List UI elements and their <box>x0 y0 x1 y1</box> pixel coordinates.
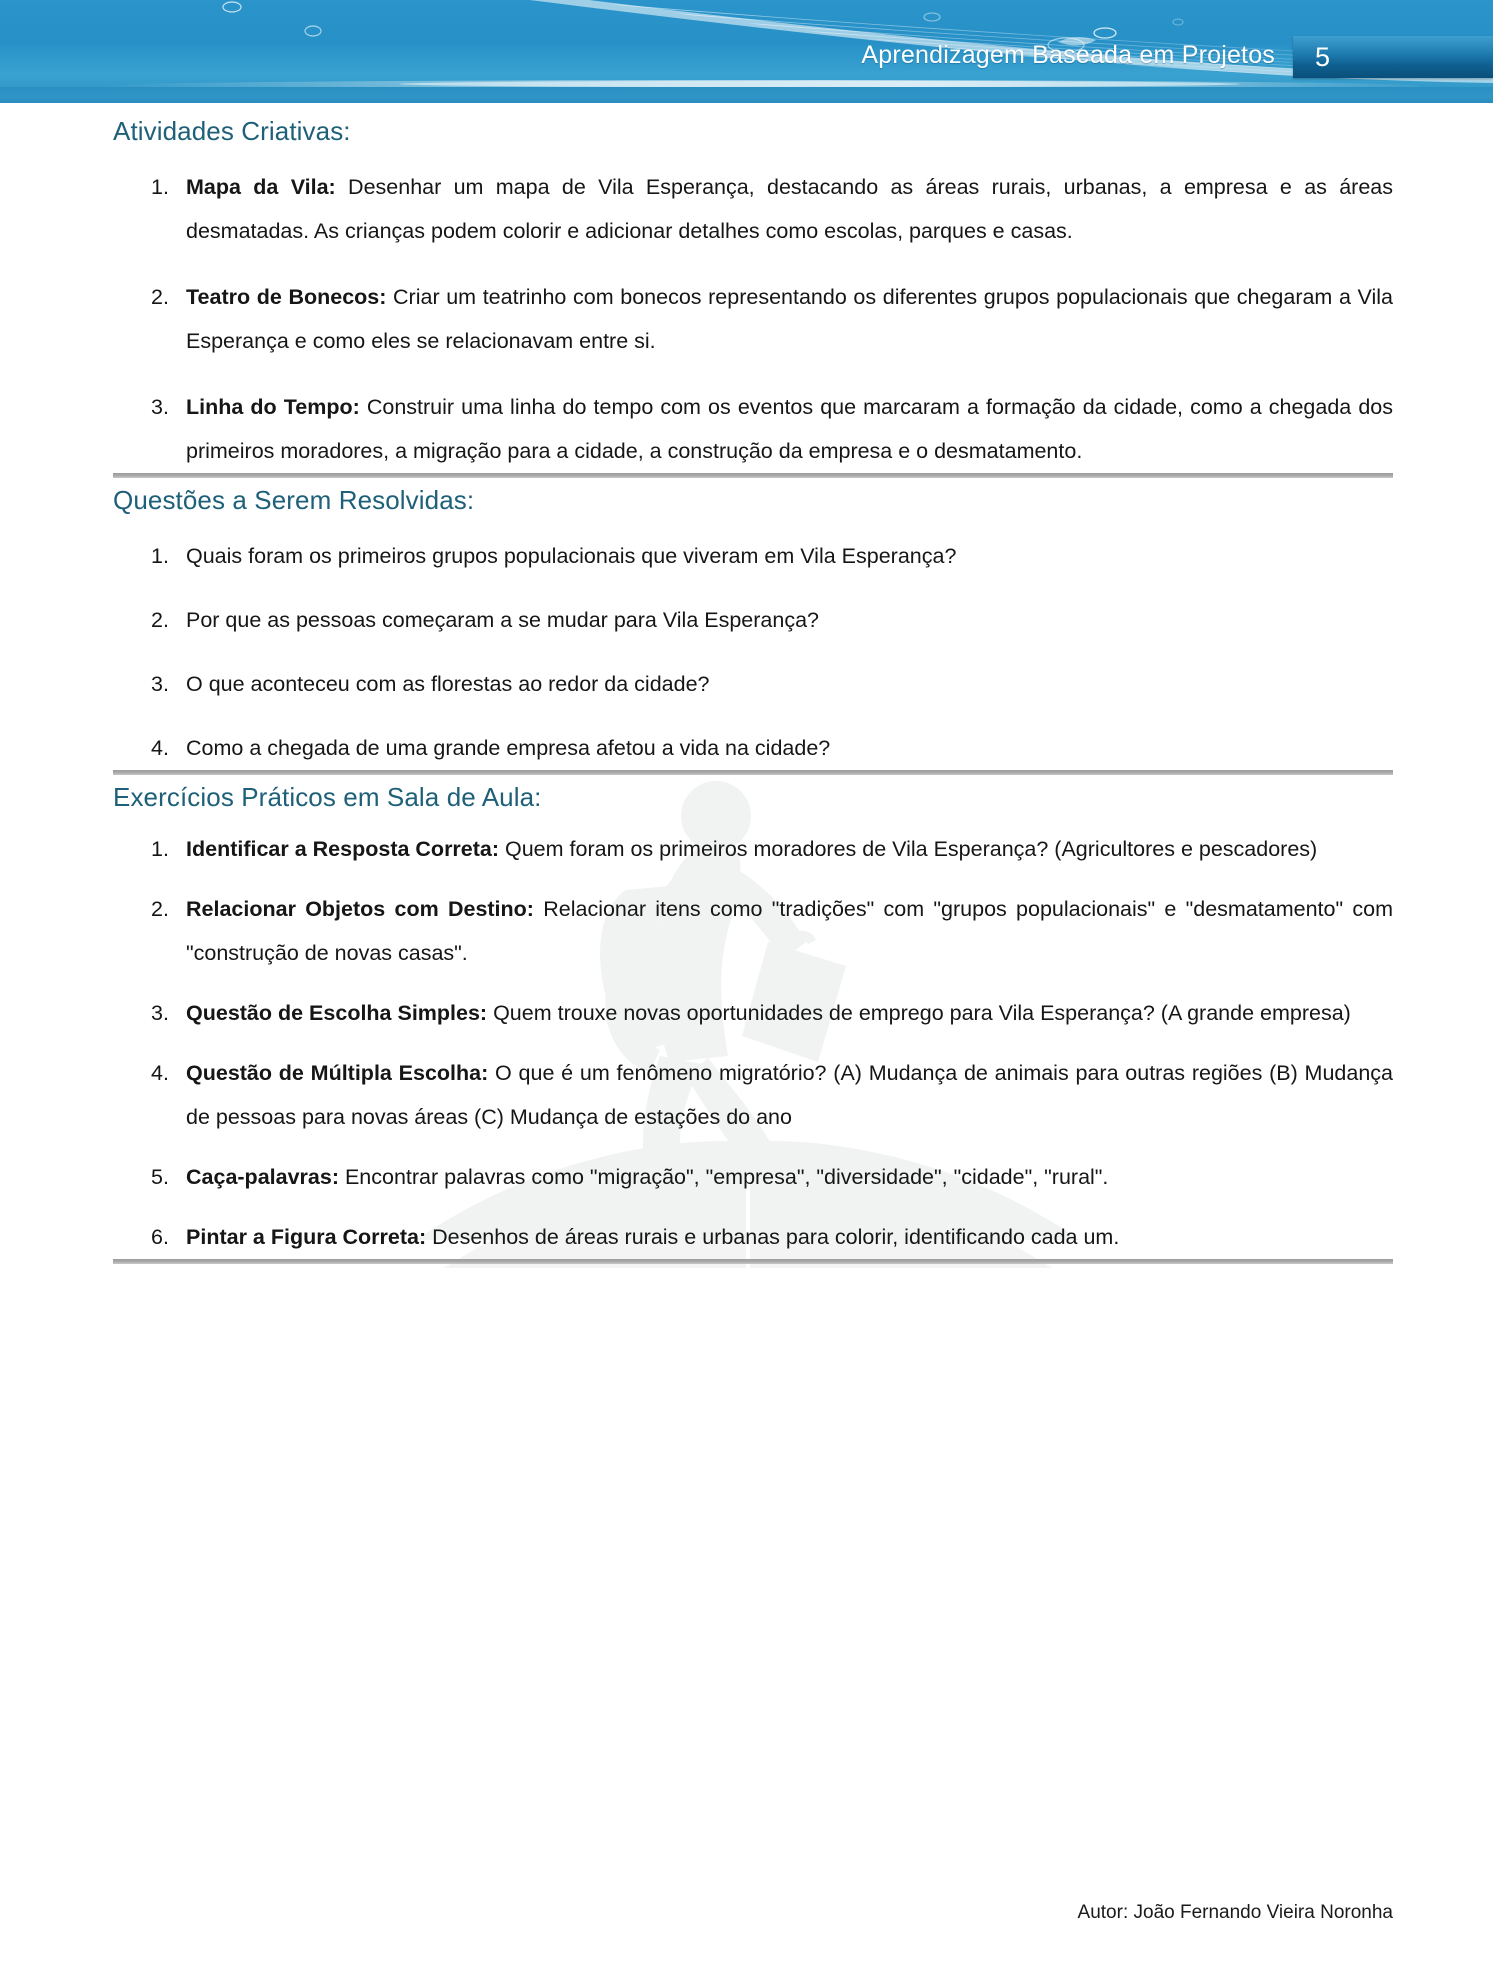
section-divider <box>113 1259 1393 1264</box>
list-item-text: Quem trouxe novas oportunidades de emprego para Vila Esperança? (A grande empresa) <box>487 1001 1351 1025</box>
list-item <box>113 275 1393 363</box>
list-item-lead: Teatro de Bonecos: <box>186 285 387 309</box>
section-heading-questoes: Questões a Serem Resolvidas: <box>113 485 475 515</box>
list-item-text: Desenhos de áreas rurais e urbanas para colorir, identificando cada um. <box>426 1225 1120 1249</box>
list-item-lead: Mapa da Vila: <box>186 175 336 199</box>
list-item-text: Por que as pessoas começaram a se mudar para Vila Esperança? <box>186 608 820 632</box>
list-item <box>113 662 1393 706</box>
list-item-lead: Identificar a Resposta Correta: <box>186 837 500 861</box>
list-item-text: Como a chegada de uma grande empresa afetou a vida na cidade? <box>186 736 831 760</box>
footer-author: Autor: João Fernando Vieira Noronha <box>1077 1902 1393 1923</box>
list-item <box>113 991 1393 1035</box>
list-item-text: Desenhar um mapa de Vila Esperança, destacando as áreas rurais, urbanas, a empresa e as áreas desmatadas. As crianças podem colorir e adicionar detalhes como escolas, parques e casas. <box>186 175 1394 243</box>
header-title: Aprendizagem Baseada em Projetos <box>861 41 1275 69</box>
list-item <box>113 887 1393 975</box>
section-exercicios-praticos <box>113 775 1393 1259</box>
list-item <box>113 827 1393 871</box>
section-heading-atividades-criativas: Atividades Criativas: <box>113 116 351 146</box>
page-header-banner <box>0 0 1493 103</box>
list-item-text: Relacionar itens como "tradições" com "grupos populacionais" e "desmatamento" com "construção de novas casas". <box>186 897 1393 965</box>
list-item <box>113 1051 1393 1139</box>
list-item <box>113 534 1393 578</box>
page-number-badge <box>1293 36 1493 78</box>
section-questoes-a-serem-resolvidas <box>113 478 1393 770</box>
list-item-text: O que é um fenômeno migratório? (A) Mudança de animais para outras regiões (B) Mudança de pessoas para novas áreas (C) Mudança de estações do ano <box>186 1061 1393 1129</box>
list-item <box>113 1155 1393 1199</box>
header-bottom-band <box>0 87 1493 103</box>
exercicios-praticos-list <box>113 827 1393 1259</box>
atividades-criativas-list <box>113 165 1393 473</box>
list-item-lead: Questão de Múltipla Escolha: <box>186 1061 489 1085</box>
list-item-lead: Linha do Tempo: <box>186 395 360 419</box>
questoes-list <box>113 534 1393 770</box>
list-item-text: Construir uma linha do tempo com os eventos que marcaram a formação da cidade, como a chegada dos primeiros moradores, a migração para a cidade, a construção da empresa e o desmatamento. <box>186 395 1393 463</box>
page-number: 5 <box>1315 42 1331 72</box>
list-item-text: Quais foram os primeiros grupos populacionais que viveram em Vila Esperança? <box>186 544 957 568</box>
list-item <box>113 598 1393 642</box>
list-item-lead: Pintar a Figura Correta: <box>186 1225 427 1249</box>
list-item-text: Quem foram os primeiros moradores de Vila Esperança? (Agricultores e pescadores) <box>499 837 1318 861</box>
list-item-text: Criar um teatrinho com bonecos representando os diferentes grupos populacionais que chegaram a Vila Esperança e como eles se relacionavam entre si. <box>186 285 1393 353</box>
list-item <box>113 165 1393 253</box>
list-item <box>113 1215 1393 1259</box>
page-content <box>0 103 1493 1264</box>
page-footer <box>0 1900 1493 1926</box>
list-item-lead: Relacionar Objetos com Destino: <box>186 897 534 921</box>
list-item-text: Encontrar palavras como "migração", "empresa", "diversidade", "cidade", "rural". <box>338 1165 1109 1189</box>
section-heading-exercicios-praticos: Exercícios Práticos em Sala de Aula: <box>113 782 542 812</box>
section-atividades-criativas <box>113 103 1393 473</box>
list-item <box>113 726 1393 770</box>
list-item-lead: Caça-palavras: <box>186 1165 339 1189</box>
list-item <box>113 385 1393 473</box>
list-item-lead: Questão de Escolha Simples: <box>186 1001 488 1025</box>
list-item-text: O que aconteceu com as florestas ao redor da cidade? <box>186 672 710 696</box>
